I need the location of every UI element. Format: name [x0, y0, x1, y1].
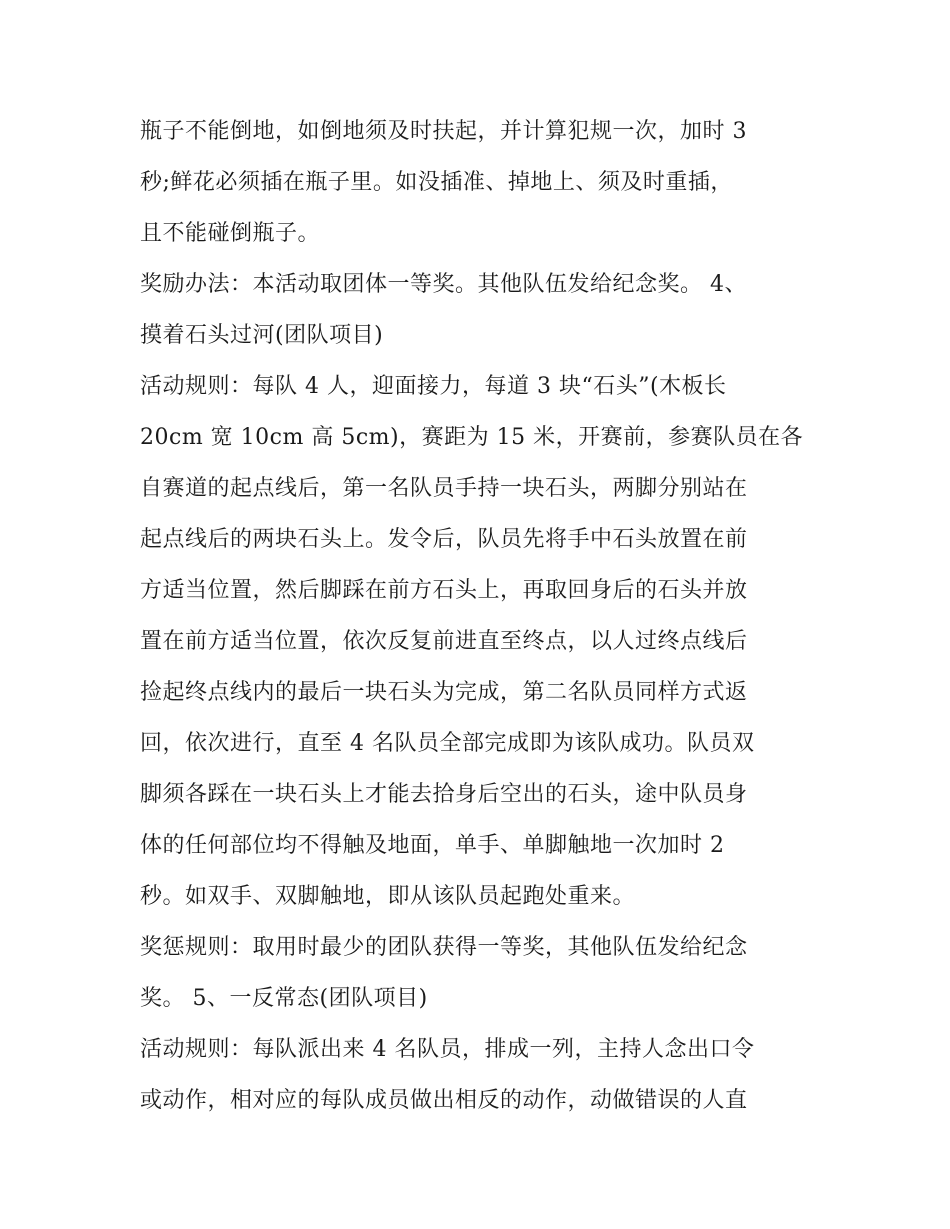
text-line: 或动作，相对应的每队成员做出相反的动作，动做错误的人直	[140, 1088, 748, 1113]
text-line: 体的任何部位均不得触及地面，单手、单脚触地一次加时 2	[140, 833, 725, 858]
text-line: 20cm 宽 10cm 高 5cm)，赛距为 15 米，开赛前，参赛队员在各	[140, 425, 804, 450]
text-line: 起点线后的两块石头上。发令后，队员先将手中石头放置在前	[140, 527, 748, 552]
text-line: 活动规则：每队派出来 4 名队员，排成一列，主持人念出口令	[140, 1037, 755, 1062]
text-line: 置在前方适当位置，依次反复前进直至终点，以人过终点线后	[140, 629, 748, 654]
text-line: 活动规则：每队 4 人，迎面接力，每道 3 块“石头”(木板长	[140, 374, 727, 399]
text-line: 奖惩规则：取用时最少的团队获得一等奖，其他队伍发给纪念	[140, 935, 748, 960]
text-line: 脚须各踩在一块石头上才能去拾身后空出的石头，途中队员身	[140, 782, 748, 807]
document-body	[140, 112, 830, 1132]
text-line: 秒。如双手、双脚触地，即从该队员起跑处重来。	[140, 884, 636, 909]
section-heading: 摸着石头过河(团队项目)	[140, 323, 384, 348]
text-line: 奖。 5、一反常态(团队项目)	[140, 986, 428, 1011]
text-line: 秒;鲜花必须插在瓶子里。如没插准、掉地上、须及时重插，	[140, 170, 733, 195]
text-line: 瓶子不能倒地，如倒地须及时扶起，并计算犯规一次，加时 3	[140, 119, 747, 144]
text-line: 捡起终点线内的最后一块石头为完成，第二名队员同样方式返	[140, 680, 748, 705]
text-line: 自赛道的起点线后，第一名队员手持一块石头，两脚分别站在	[140, 476, 748, 501]
text-line: 方适当位置，然后脚踩在前方石头上，再取回身后的石头并放	[140, 578, 748, 603]
text-line: 奖励办法：本活动取团体一等奖。其他队伍发给纪念奖。 4、	[140, 272, 747, 297]
text-line: 且不能碰倒瓶子。	[140, 221, 321, 246]
text-line: 回，依次进行，直至 4 名队员全部完成即为该队成功。队员双	[140, 731, 755, 756]
